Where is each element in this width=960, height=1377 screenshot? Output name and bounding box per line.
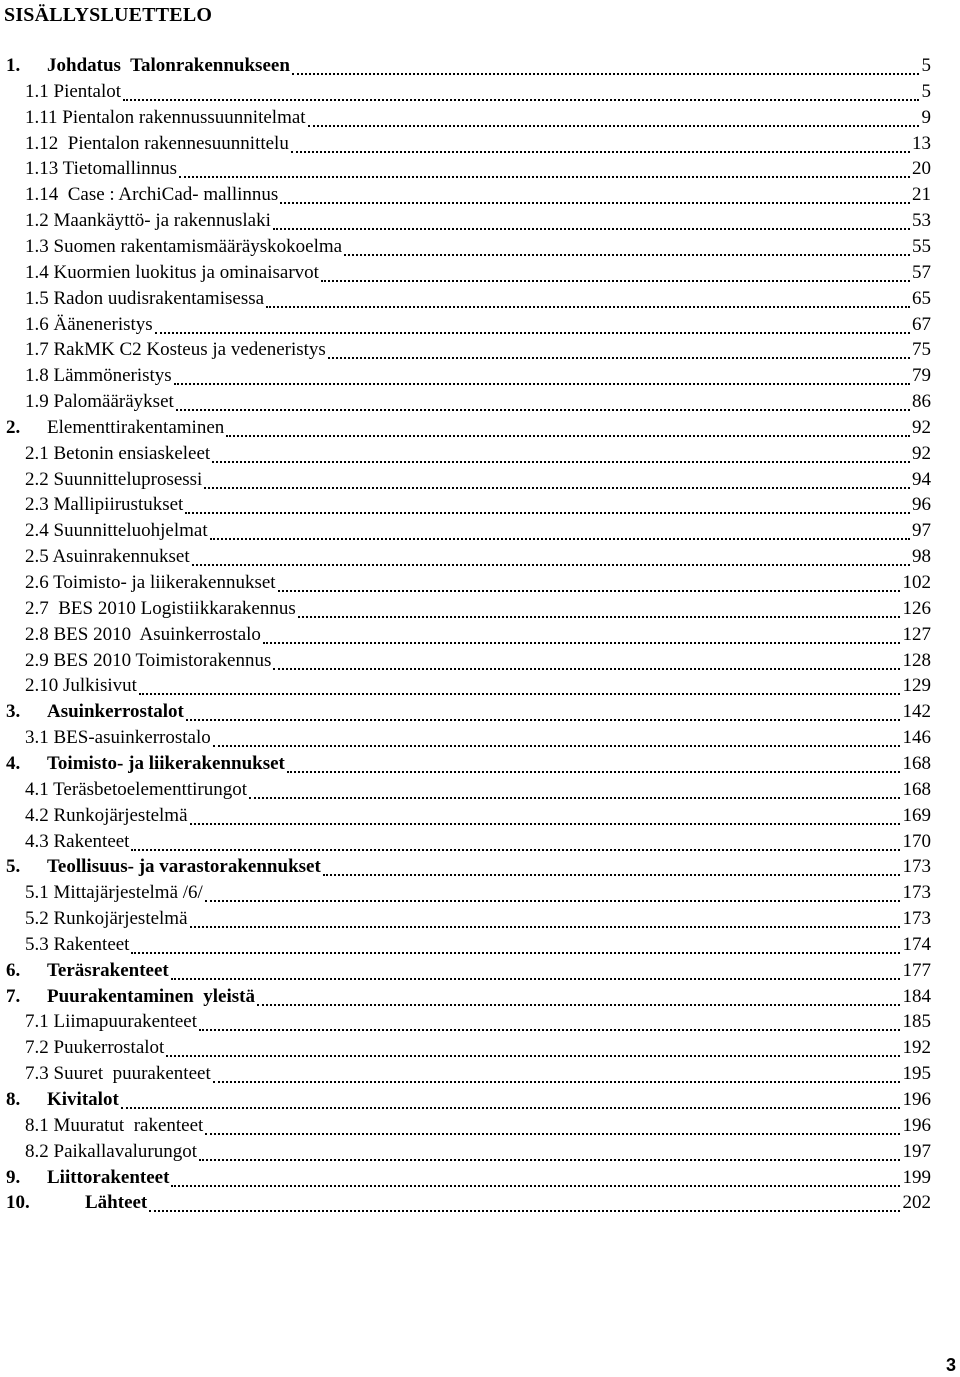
toc-entry-label: 4.3 Rakenteet — [25, 831, 130, 852]
toc-entry-number: 6. — [6, 960, 21, 981]
toc-leader-dots — [280, 200, 910, 204]
toc-entry — [0, 623, 960, 647]
toc-entry — [0, 338, 960, 362]
toc-entry-page: 196 — [902, 1115, 931, 1136]
toc-leader-dots — [273, 666, 900, 670]
toc-entry — [0, 1062, 960, 1086]
page-title: SISÄLLYSLUETTELO — [4, 4, 213, 26]
toc-leader-dots — [266, 304, 910, 308]
toc-leader-dots — [179, 174, 910, 178]
toc-leader-dots — [166, 1053, 900, 1057]
toc-leader-dots — [176, 407, 910, 411]
toc-entry — [0, 54, 960, 78]
toc-entry-page: 169 — [902, 805, 931, 826]
toc-leader-dots — [344, 252, 910, 256]
toc-entry-page: 196 — [902, 1089, 931, 1110]
toc-leader-dots — [257, 1002, 900, 1006]
toc-entry — [0, 907, 960, 931]
toc-entry-label: 8.2 Paikallavalurungot — [25, 1141, 198, 1162]
toc-entry — [0, 287, 960, 311]
toc-entry-label: 1.3 Suomen rakentamismääräyskokoelma — [25, 236, 343, 257]
toc-entry — [0, 106, 960, 130]
toc-entry-label: 2.10 Julkisivut — [25, 675, 137, 696]
toc-entry-page: 92 — [912, 443, 931, 464]
toc-leader-dots — [192, 562, 910, 566]
toc-entry-label: 5.1 Mittajärjestelmä /6/ — [25, 882, 203, 903]
toc-entry — [0, 442, 960, 466]
toc-entry — [0, 959, 960, 983]
toc-entry-label: Asuinkerrostalot — [47, 701, 184, 722]
toc-leader-dots — [174, 381, 910, 385]
toc-leader-dots — [298, 614, 900, 618]
toc-entry — [0, 985, 960, 1009]
toc-entry-page: 5 — [921, 55, 931, 76]
toc-entry-number: 3. — [6, 701, 21, 722]
toc-entry-label: 7.2 Puukerrostalot — [25, 1037, 165, 1058]
toc-entry-page: 97 — [912, 520, 931, 541]
toc-entry-label: 1.5 Radon uudisrakentamisessa — [25, 288, 265, 309]
toc-entry-page: 65 — [912, 288, 931, 309]
toc-leader-dots — [291, 149, 910, 153]
toc-entry-label: 1.13 Tietomallinnus — [25, 158, 178, 179]
toc-entry-label: 2.8 BES 2010 Asuinkerrostalo — [25, 624, 261, 645]
toc-entry-label: 7.1 Liimapuurakenteet — [25, 1011, 197, 1032]
toc-entry-page: 127 — [902, 624, 931, 645]
toc-entry-label: 3.1 BES-asuinkerrostalo — [25, 727, 211, 748]
toc-leader-dots — [171, 976, 900, 980]
toc-leader-dots — [139, 691, 900, 695]
toc-leader-dots — [278, 588, 900, 592]
toc-leader-dots — [323, 872, 900, 876]
toc-entry-page: 199 — [902, 1167, 931, 1188]
toc-entry — [0, 778, 960, 802]
toc-entry-number: 5. — [6, 856, 21, 877]
toc-entry-page: 13 — [912, 133, 931, 154]
toc-entry — [0, 726, 960, 750]
toc-leader-dots — [121, 1105, 900, 1109]
toc-entry-page: 202 — [902, 1192, 931, 1213]
page-number: 3 — [945, 1355, 956, 1375]
toc-entry-label: 1.8 Lämmöneristys — [25, 365, 172, 386]
toc-entry-page: 168 — [902, 753, 931, 774]
toc-entry-page: 96 — [912, 494, 931, 515]
toc-leader-dots — [213, 743, 900, 747]
toc-entry-label: 5.3 Rakenteet — [25, 934, 130, 955]
toc-entry-label: Johdatus Talonrakennukseen — [47, 55, 290, 76]
toc-entry-page: 173 — [902, 882, 931, 903]
toc-entry-page: 173 — [902, 856, 931, 877]
toc-entry-label: 7.3 Suuret puurakenteet — [25, 1063, 211, 1084]
toc-entry-page: 21 — [912, 184, 931, 205]
toc-leader-dots — [190, 821, 900, 825]
toc-entry-label: 1.9 Palomääräykset — [25, 391, 174, 412]
toc-entry-label: 2.2 Suunnitteluprosessi — [25, 469, 203, 490]
toc-entry-label: 1.6 Ääneneristys — [25, 314, 153, 335]
toc-entry-label: 2.1 Betonin ensiaskeleet — [25, 443, 211, 464]
toc-leader-dots — [199, 1027, 900, 1031]
toc-leader-dots — [263, 640, 900, 644]
toc-entry — [0, 493, 960, 517]
toc-entry — [0, 1140, 960, 1164]
toc-entry-page: 102 — [902, 572, 931, 593]
toc-entry-label: Teräsrakenteet — [47, 960, 169, 981]
toc-entry — [0, 235, 960, 259]
toc-entry-label: Puurakentaminen yleistä — [47, 986, 255, 1007]
toc-entry-number: 2. — [6, 417, 21, 438]
toc-entry-label: 1.4 Kuormien luokitus ja ominaisarvot — [25, 262, 319, 283]
toc-entry-label: 1.12 Pientalon rakennesuunnittelu — [25, 133, 289, 154]
toc-leader-dots — [321, 278, 910, 282]
toc-leader-dots — [131, 950, 900, 954]
toc-leader-dots — [185, 510, 910, 514]
toc-entry-page: 170 — [902, 831, 931, 852]
toc-entry — [0, 416, 960, 440]
toc-leader-dots — [155, 330, 910, 334]
toc-leader-dots — [292, 71, 919, 75]
toc-entry-page: 128 — [902, 650, 931, 671]
toc-entry-page: 79 — [912, 365, 931, 386]
toc-entry-page: 86 — [912, 391, 931, 412]
toc-entry-label: 5.2 Runkojärjestelmä — [25, 908, 188, 929]
toc-entry-page: 185 — [902, 1011, 931, 1032]
toc-entry-number: 7. — [6, 986, 21, 1007]
toc-entry-number: 8. — [6, 1089, 21, 1110]
toc-leader-dots — [308, 123, 919, 127]
toc-entry-page: 55 — [912, 236, 931, 257]
toc-entry — [0, 1010, 960, 1034]
toc-entry-label: 2.3 Mallipiirustukset — [25, 494, 184, 515]
toc-leader-dots — [204, 485, 910, 489]
toc-entry — [0, 313, 960, 337]
toc-entry-label: Lähteet — [85, 1192, 148, 1213]
toc-entry-label: Toimisto- ja liikerakennukset — [47, 753, 285, 774]
toc-entry-page: 5 — [921, 81, 931, 102]
toc-entry-page: 67 — [912, 314, 931, 335]
toc-entry — [0, 1036, 960, 1060]
toc-entry-number: 9. — [6, 1167, 21, 1188]
toc-entry-label: 4.1 Teräsbetoelementtirungot — [25, 779, 248, 800]
toc-entry — [0, 132, 960, 156]
toc-entry-number: 1. — [6, 55, 21, 76]
toc-entry-label: Liittorakenteet — [47, 1167, 170, 1188]
toc-entry — [0, 700, 960, 724]
toc-entry — [0, 183, 960, 207]
toc-entry-page: 126 — [902, 598, 931, 619]
toc-entry — [0, 649, 960, 673]
toc-entry-page: 9 — [921, 107, 931, 128]
toc-entry-page: 174 — [902, 934, 931, 955]
toc-entry-label: 2.9 BES 2010 Toimistorakennus — [25, 650, 272, 671]
toc-entry — [0, 752, 960, 776]
toc-leader-dots — [210, 536, 910, 540]
toc-entry-label: 2.7 BES 2010 Logistiikkarakennus — [25, 598, 296, 619]
toc-leader-dots — [171, 1183, 900, 1187]
toc-entry-page: 53 — [912, 210, 931, 231]
toc-leader-dots — [205, 1131, 900, 1135]
toc-entry — [0, 830, 960, 854]
toc-entry-page: 192 — [902, 1037, 931, 1058]
toc-leader-dots — [123, 97, 919, 101]
toc-entry — [0, 468, 960, 492]
toc-entry-label: 8.1 Muuratut rakenteet — [25, 1115, 204, 1136]
toc-entry — [0, 261, 960, 285]
toc-entry-page: 94 — [912, 469, 931, 490]
toc-entry-page: 168 — [902, 779, 931, 800]
toc-entry — [0, 1166, 960, 1190]
toc-leader-dots — [213, 1079, 900, 1083]
toc-entry-page: 20 — [912, 158, 931, 179]
toc-entry-page: 142 — [902, 701, 931, 722]
toc-leader-dots — [131, 847, 900, 851]
toc-leader-dots — [212, 459, 910, 463]
toc-entry — [0, 881, 960, 905]
toc-entry — [0, 80, 960, 104]
toc-leader-dots — [149, 1208, 900, 1212]
toc-entry-page: 146 — [902, 727, 931, 748]
toc-entry — [0, 1191, 960, 1215]
toc-leader-dots — [287, 769, 900, 773]
toc-entry — [0, 571, 960, 595]
toc-entry-number: 10. — [6, 1192, 30, 1213]
toc-entry-page: 129 — [902, 675, 931, 696]
toc-leader-dots — [226, 433, 910, 437]
toc-entry-page: 177 — [902, 960, 931, 981]
toc-entry-label: Elementtirakentaminen — [47, 417, 225, 438]
toc-entry — [0, 545, 960, 569]
toc-leader-dots — [186, 717, 900, 721]
toc-entry — [0, 1088, 960, 1112]
toc-entry-label: Kivitalot — [47, 1089, 119, 1110]
toc-leader-dots — [190, 924, 900, 928]
toc-entry-page: 75 — [912, 339, 931, 360]
toc-entry-page: 98 — [912, 546, 931, 567]
toc-entry — [0, 933, 960, 957]
toc-entry-page: 57 — [912, 262, 931, 283]
toc-entry-page: 197 — [902, 1141, 931, 1162]
toc-entry-page: 184 — [902, 986, 931, 1007]
toc-entry-label: Teollisuus- ja varastorakennukset — [47, 856, 321, 877]
toc-entry-label: 2.6 Toimisto- ja liikerakennukset — [25, 572, 276, 593]
toc-entry-label: 1.2 Maankäyttö- ja rakennuslaki — [25, 210, 271, 231]
toc-entry — [0, 597, 960, 621]
toc-entry — [0, 855, 960, 879]
toc-entry — [0, 1114, 960, 1138]
toc-entry-label: 2.5 Asuinrakennukset — [25, 546, 190, 567]
toc-leader-dots — [249, 795, 900, 799]
toc-entry — [0, 157, 960, 181]
toc-entry-page: 92 — [912, 417, 931, 438]
toc-entry-number: 4. — [6, 753, 21, 774]
toc-entry — [0, 390, 960, 414]
toc-entry-page: 195 — [902, 1063, 931, 1084]
toc-entry — [0, 364, 960, 388]
toc-entry-label: 4.2 Runkojärjestelmä — [25, 805, 188, 826]
toc-entry-label: 1.11 Pientalon rakennussuunnitelmat — [25, 107, 306, 128]
toc-entry-label: 1.7 RakMK C2 Kosteus ja vedeneristys — [25, 339, 326, 360]
toc-entry — [0, 804, 960, 828]
toc-entry-label: 2.4 Suunnitteluohjelmat — [25, 520, 208, 541]
toc-entry-page: 173 — [902, 908, 931, 929]
toc-entry — [0, 674, 960, 698]
toc-entry — [0, 519, 960, 543]
toc-leader-dots — [205, 898, 900, 902]
toc-entry-label: 1.14 Case : ArchiCad- mallinnus — [25, 184, 279, 205]
toc-entry-label: 1.1 Pientalot — [25, 81, 122, 102]
toc-entry — [0, 209, 960, 233]
toc-leader-dots — [273, 226, 910, 230]
toc-leader-dots — [199, 1157, 900, 1161]
toc-leader-dots — [328, 355, 910, 359]
